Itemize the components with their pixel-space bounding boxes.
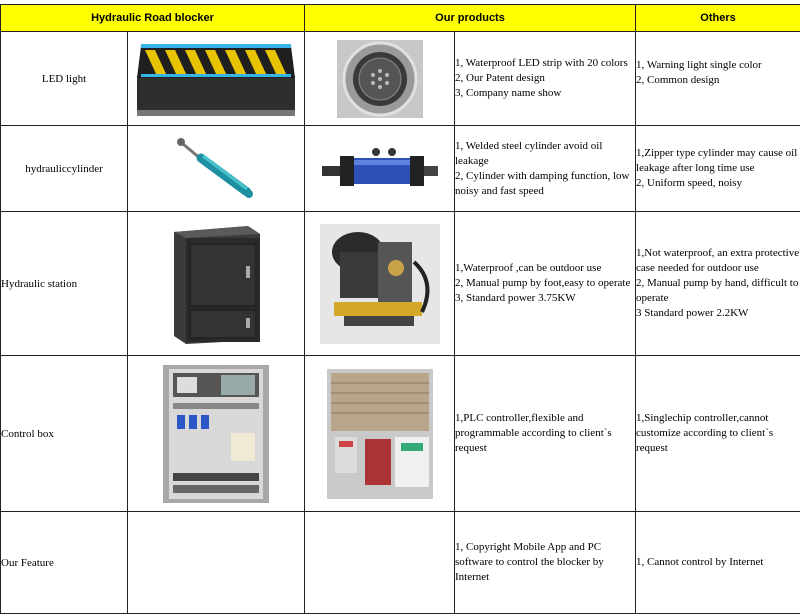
comparison-table — [0, 4, 800, 614]
photo-cylinder-others — [128, 126, 305, 212]
table-row — [1, 356, 800, 512]
our-products-cell: 1,Waterproof ,can be outdoor use 2, Manual pump by foot,easy to operate 3, Standard power 3.75KW — [455, 212, 636, 356]
table-row — [1, 32, 800, 126]
hydraulic-pump-photo — [318, 222, 442, 346]
row-label: hydrauliccylinder — [1, 126, 128, 212]
our-products-cell: 1, Welded steel cylinder avoid oil leakage 2, Cylinder with damping function, low noisy and fast speed — [455, 126, 636, 212]
others-cell: 1,Zipper type cylinder may cause oil leakage after long time use 2, Uniform speed, noisy — [636, 126, 800, 212]
zipper-cylinder-photo — [161, 134, 271, 204]
table-row — [1, 212, 800, 356]
header-our-products: Our products — [305, 5, 636, 32]
table-row — [1, 126, 800, 212]
row-label: Hydraulic station — [1, 212, 128, 356]
row-label: LED light — [1, 32, 128, 126]
photo-led-light — [305, 32, 455, 126]
led-light-photo — [335, 38, 425, 120]
our-products-cell: 1,PLC controller,flexible and programmable according to client`s request — [455, 356, 636, 512]
others-cell: 1, Cannot control by Internet — [636, 512, 800, 614]
welded-cylinder-photo — [320, 144, 440, 194]
row-label: Control box — [1, 356, 128, 512]
others-cell: 1,Singlechip controller,cannot customize according to client`s request — [636, 356, 800, 512]
photo-station-others — [128, 212, 305, 356]
plc-controller-photo — [325, 367, 435, 501]
empty-cell — [128, 512, 305, 614]
others-cell: 1, Warning light single color 2, Common design — [636, 32, 800, 126]
photo-station-ours — [305, 212, 455, 356]
our-products-cell: 1, Copyright Mobile App and PC software to control the blocker by Internet — [455, 512, 636, 614]
station-cabinet-photo — [156, 222, 276, 346]
road-blocker-photo — [131, 38, 301, 120]
photo-control-others — [128, 356, 305, 512]
table-row — [1, 512, 800, 614]
others-cell: 1,Not waterproof, an extra protective case needed for outdoor use 2, Manual pump by hand, difficult to operate 3 Standard power 2.2KW — [636, 212, 800, 356]
photo-road-blocker — [128, 32, 305, 126]
header-row — [1, 5, 800, 32]
our-products-cell: 1, Waterproof LED strip with 20 colors 2, Our Patent design 3, Company name show — [455, 32, 636, 126]
header-others: Others — [636, 5, 800, 32]
header-product: Hydraulic Road blocker — [1, 5, 305, 32]
control-cabinet-photo — [161, 363, 271, 505]
empty-cell — [305, 512, 455, 614]
photo-control-ours — [305, 356, 455, 512]
row-label: Our Feature — [1, 512, 128, 614]
photo-cylinder-ours — [305, 126, 455, 212]
